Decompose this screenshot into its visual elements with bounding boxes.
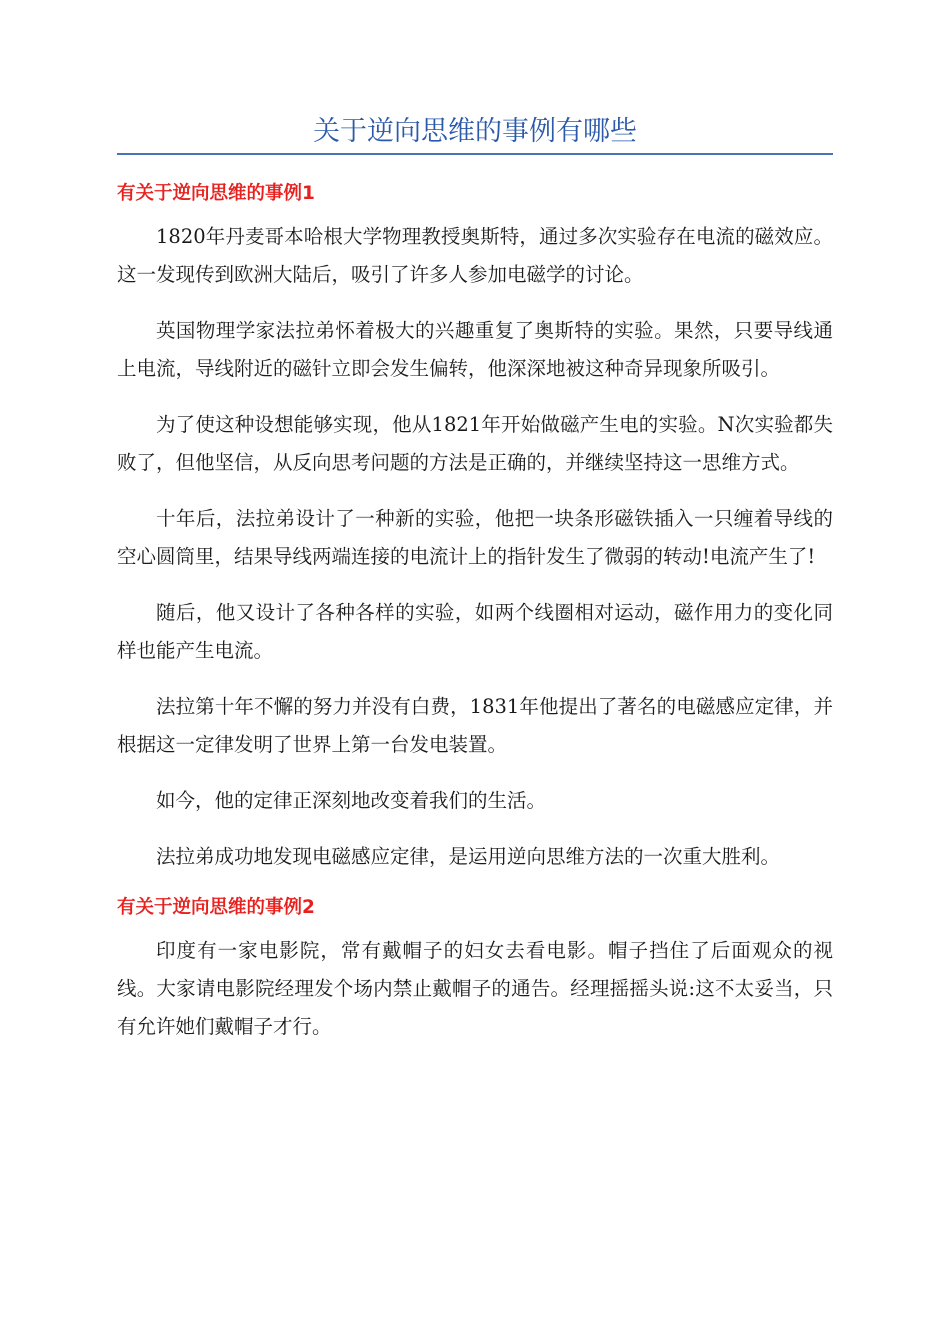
paragraph: 随后，他又设计了各种各样的实验，如两个线圈相对运动，磁作用力的变化同样也能产生电流。 bbox=[117, 601, 833, 662]
paragraph: 如今，他的定律正深刻地改变着我们的生活。 bbox=[156, 789, 547, 812]
document-title: 关于逆向思维的事例有哪些 bbox=[313, 116, 637, 147]
document-body bbox=[117, 180, 833, 1064]
paragraph: 法拉弟成功地发现电磁感应定律，是运用逆向思维方法的一次重大胜利。 bbox=[156, 845, 781, 868]
section-heading-2: 有关于逆向思维的事例2 bbox=[117, 897, 315, 918]
paragraph: 为了使这种设想能够实现，他从1821年开始做磁产生电的实验。N次实验都失败了，但他坚信，从反向思考问题的方法是正确的，并继续坚持这一思维方式。 bbox=[117, 413, 833, 474]
paragraph: 1820年丹麦哥本哈根大学物理教授奥斯特，通过多次实验存在电流的磁效应。这一发现传到欧洲大陆后，吸引了许多人参加电磁学的讨论。 bbox=[117, 225, 833, 286]
section-heading-1: 有关于逆向思维的事例1 bbox=[117, 183, 315, 204]
title-underline bbox=[117, 153, 833, 155]
paragraph: 十年后，法拉弟设计了一种新的实验，他把一块条形磁铁插入一只缠着导线的空心圆筒里，结果导线两端连接的电流计上的指针发生了微弱的转动!电流产生了! bbox=[117, 507, 833, 568]
paragraph: 印度有一家电影院，常有戴帽子的妇女去看电影。帽子挡住了后面观众的视线。大家请电影院经理发个场内禁止戴帽子的通告。经理摇摇头说:这不太妥当，只有允许她们戴帽子才行。 bbox=[117, 939, 833, 1038]
paragraph: 英国物理学家法拉弟怀着极大的兴趣重复了奥斯特的实验。果然，只要导线通上电流，导线附近的磁针立即会发生偏转，他深深地被这种奇异现象所吸引。 bbox=[117, 319, 833, 380]
paragraph: 法拉第十年不懈的努力并没有白费，1831年他提出了著名的电磁感应定律，并根据这一定律发明了世界上第一台发电装置。 bbox=[117, 695, 833, 756]
